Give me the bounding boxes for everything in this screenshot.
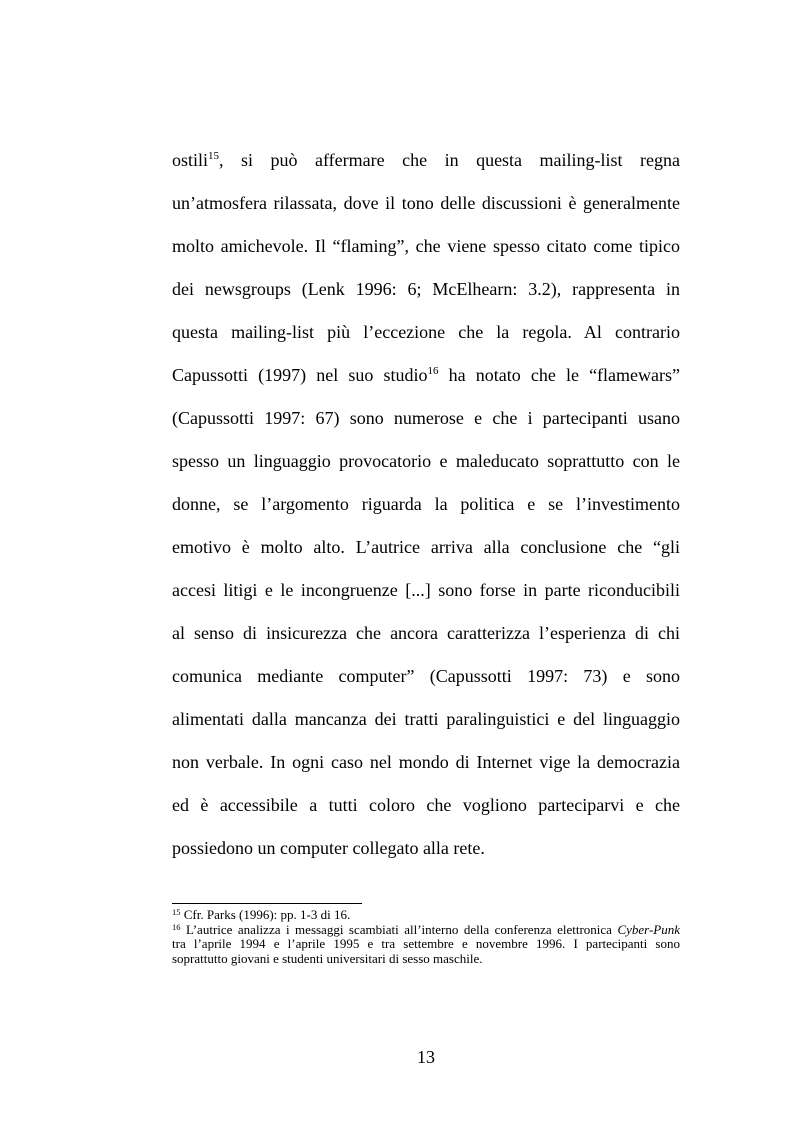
footnote-separator (172, 903, 362, 904)
footnotes (172, 908, 680, 966)
footnote-line (172, 923, 680, 938)
text-segment: Capussotti (1997) nel suo studio (172, 365, 428, 385)
body-text-line: alimentati dalla mancanza dei tratti paralinguistici e del linguaggio (172, 709, 680, 729)
body-text-line: spesso un linguaggio provocatorio e maleducato soprattutto con le (172, 451, 680, 471)
text-segment: ha notato che le “flamewars” (448, 365, 681, 385)
footnote-line: tra l’aprile 1994 e l’aprile 1995 e tra settembre e novembre 1996. I partecipanti sono (172, 936, 680, 951)
footnote-italic-title: Cyber-Punk (617, 921, 680, 937)
body-text-line (172, 139, 680, 182)
body-text-line: questa mailing-list più l’eccezione che la regola. Al contrario (172, 322, 680, 342)
body-text-line: non verbale. In ogni caso nel mondo di Internet vige la democrazia (172, 752, 680, 772)
body-text-line: comunica mediante computer” (Capussotti 1997: 73) e sono (172, 666, 680, 686)
body-text-line: accesi litigi e le incongruenze [...] sono forse in parte riconducibili (172, 580, 680, 600)
footnote-marker: 15 (172, 907, 181, 917)
body-text-line: ed è accessibile a tutti coloro che vogliono parteciparvi e che (172, 795, 680, 815)
footnote-15 (172, 908, 680, 923)
footnote-ref-16: 16 (427, 365, 439, 377)
footnote-text: Cfr. Parks (1996): pp. 1-3 di 16. (183, 907, 351, 922)
footnote-16 (172, 923, 680, 967)
body-text-line: un’atmosfera rilassata, dove il tono delle discussioni è generalmente (172, 193, 680, 213)
body-text-line: (Capussotti 1997: 67) sono numerose e che i partecipanti usano (172, 408, 680, 428)
body-text (172, 139, 680, 870)
footnote-ref-15: 15 (208, 150, 220, 162)
body-text-line: al senso di insicurezza che ancora caratterizza l’esperienza di chi (172, 623, 680, 643)
footnote-line: soprattutto giovani e studenti universitari di sesso maschile. (172, 950, 483, 966)
body-text-line: dei newsgroups (Lenk 1996: 6; McElhearn: 3.2), rappresenta in (172, 279, 680, 299)
body-text-line (172, 354, 680, 397)
page-number: 13 (417, 1047, 435, 1067)
body-text-line: emotivo è molto alto. L’autrice arriva alla conclusione che “gli (172, 537, 680, 557)
body-text-line: molto amichevole. Il “flaming”, che viene spesso citato come tipico (172, 236, 680, 256)
text-segment: , si può affermare che in questa mailing-list regna (219, 150, 680, 170)
text-segment: ostili (172, 150, 209, 170)
body-text-line: donne, se l’argomento riguarda la politica e se l’investimento (172, 494, 680, 514)
footnote-marker: 16 (172, 921, 181, 932)
footnote-text: L’autrice analizza i messaggi scambiati all’interno della conferenza elettronica (185, 921, 612, 937)
body-text-line: possiedono un computer collegato alla rete. (172, 838, 485, 858)
